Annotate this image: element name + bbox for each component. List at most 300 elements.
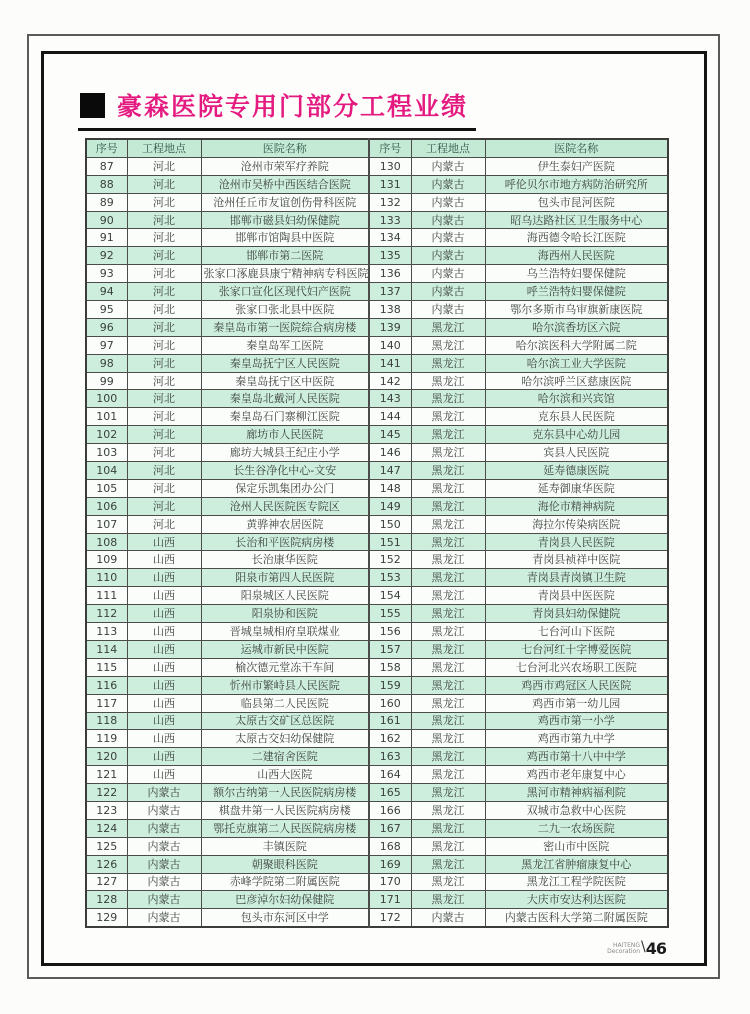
cell-serial-right: 147 — [369, 462, 411, 480]
cell-hospital-left: 太原古交矿区总医院 — [201, 712, 369, 730]
cell-serial-left: 129 — [86, 909, 127, 927]
cell-serial-left: 124 — [86, 819, 127, 837]
cell-hospital-left: 棋盘井第一人民医院病房楼 — [201, 801, 369, 819]
table-header — [86, 139, 668, 157]
cell-serial-left: 93 — [86, 265, 127, 283]
table-row — [86, 265, 668, 283]
cell-hospital-left: 邯郸市磁县妇幼保健院 — [201, 211, 369, 229]
cell-location-right: 黑龙江 — [411, 730, 485, 748]
cell-location-left: 内蒙古 — [127, 873, 201, 891]
cell-location-right: 黑龙江 — [411, 533, 485, 551]
cell-hospital-left: 榆次德元堂冻干车间 — [201, 658, 369, 676]
table-row — [86, 855, 668, 873]
cell-serial-right: 150 — [369, 515, 411, 533]
cell-serial-left: 109 — [86, 551, 127, 569]
cell-location-right: 黑龙江 — [411, 354, 485, 372]
cell-serial-right: 132 — [369, 193, 411, 211]
cell-hospital-right: 海西州人民医院 — [485, 247, 668, 265]
cell-serial-left: 90 — [86, 211, 127, 229]
cell-serial-right: 133 — [369, 211, 411, 229]
table-row — [86, 354, 668, 372]
cell-hospital-right: 二九一农场医院 — [485, 819, 668, 837]
cell-location-left: 内蒙古 — [127, 784, 201, 802]
cell-location-right: 黑龙江 — [411, 623, 485, 641]
cell-hospital-left: 山西大医院 — [201, 766, 369, 784]
cell-serial-left: 91 — [86, 229, 127, 247]
table-row — [86, 587, 668, 605]
table-row — [86, 766, 668, 784]
cell-hospital-right: 青岗县青岗镇卫生院 — [485, 569, 668, 587]
cell-location-left: 山西 — [127, 569, 201, 587]
cell-location-left: 河北 — [127, 157, 201, 175]
cell-hospital-right: 哈尔滨呼兰区慈康医院 — [485, 372, 668, 390]
cell-serial-left: 98 — [86, 354, 127, 372]
table-row — [86, 175, 668, 193]
table-row — [86, 551, 668, 569]
cell-location-right: 黑龙江 — [411, 479, 485, 497]
table-row — [86, 229, 668, 247]
cell-serial-left: 92 — [86, 247, 127, 265]
cell-hospital-left: 张家口涿鹿县康宁精神病专科医院 — [201, 265, 369, 283]
cell-hospital-right: 哈尔滨工业大学医院 — [485, 354, 668, 372]
cell-location-left: 山西 — [127, 587, 201, 605]
cell-location-left: 山西 — [127, 640, 201, 658]
cell-serial-right: 164 — [369, 766, 411, 784]
cell-serial-left: 101 — [86, 408, 127, 426]
cell-location-right: 黑龙江 — [411, 640, 485, 658]
cell-serial-left: 115 — [86, 658, 127, 676]
cell-location-left: 河北 — [127, 175, 201, 193]
footer-brand-line2: Decoration — [607, 947, 641, 955]
cell-location-left: 山西 — [127, 623, 201, 641]
cell-serial-left: 121 — [86, 766, 127, 784]
cell-hospital-left: 秦皇岛抚宁区中医院 — [201, 372, 369, 390]
cell-serial-left: 125 — [86, 837, 127, 855]
cell-serial-right: 143 — [369, 390, 411, 408]
cell-location-right: 内蒙古 — [411, 193, 485, 211]
cell-serial-left: 95 — [86, 301, 127, 319]
column-header: 医院名称 — [201, 139, 369, 157]
cell-location-left: 河北 — [127, 265, 201, 283]
cell-serial-left: 88 — [86, 175, 127, 193]
cell-location-left: 河北 — [127, 318, 201, 336]
cell-serial-left: 126 — [86, 855, 127, 873]
column-header: 工程地点 — [127, 139, 201, 157]
footer — [607, 939, 666, 958]
cell-location-right: 黑龙江 — [411, 497, 485, 515]
page-number: 46 — [645, 939, 666, 958]
cell-hospital-right: 鸡西市第一小学 — [485, 712, 668, 730]
inner-frame — [41, 51, 707, 966]
table-row — [86, 336, 668, 354]
table-row — [86, 891, 668, 909]
cell-location-right: 黑龙江 — [411, 605, 485, 623]
table-row — [86, 658, 668, 676]
table-row — [86, 247, 668, 265]
cell-location-right: 黑龙江 — [411, 784, 485, 802]
cell-hospital-right: 鸡西市老年康复中心 — [485, 766, 668, 784]
cell-hospital-right: 呼兰浩特妇婴保健院 — [485, 283, 668, 301]
cell-serial-left: 112 — [86, 605, 127, 623]
cell-hospital-left: 晋城皇城相府皇联煤业 — [201, 623, 369, 641]
cell-serial-left: 99 — [86, 372, 127, 390]
cell-location-left: 内蒙古 — [127, 801, 201, 819]
cell-serial-left: 106 — [86, 497, 127, 515]
cell-serial-left: 113 — [86, 623, 127, 641]
cell-hospital-right: 青岗县人民医院 — [485, 533, 668, 551]
page-title: 豪森医院专用门部分工程业绩 — [117, 92, 469, 121]
cell-hospital-left: 赤峰学院第二附属医院 — [201, 873, 369, 891]
cell-location-left: 河北 — [127, 211, 201, 229]
cell-serial-right: 142 — [369, 372, 411, 390]
cell-location-left: 山西 — [127, 551, 201, 569]
cell-hospital-left: 长治和平医院病房楼 — [201, 533, 369, 551]
cell-serial-right: 130 — [369, 157, 411, 175]
cell-serial-right: 134 — [369, 229, 411, 247]
cell-location-right: 黑龙江 — [411, 372, 485, 390]
cell-location-left: 山西 — [127, 694, 201, 712]
cell-location-left: 山西 — [127, 605, 201, 623]
cell-serial-right: 160 — [369, 694, 411, 712]
cell-location-left: 河北 — [127, 336, 201, 354]
cell-location-right: 黑龙江 — [411, 515, 485, 533]
cell-serial-right: 168 — [369, 837, 411, 855]
table-row — [86, 748, 668, 766]
footer-divider: \ — [641, 938, 646, 955]
cell-location-left: 河北 — [127, 372, 201, 390]
cell-location-right: 内蒙古 — [411, 909, 485, 927]
cell-hospital-left: 保定乐凯集团办公门 — [201, 479, 369, 497]
cell-hospital-right: 克东县人民医院 — [485, 408, 668, 426]
cell-location-left: 河北 — [127, 515, 201, 533]
cell-location-left: 河北 — [127, 354, 201, 372]
cell-hospital-left: 张家口张北县中医院 — [201, 301, 369, 319]
cell-location-right: 黑龙江 — [411, 873, 485, 891]
cell-hospital-left: 鄂托克旗第二人民医院病房楼 — [201, 819, 369, 837]
table-row — [86, 712, 668, 730]
table-row — [86, 909, 668, 927]
column-header: 医院名称 — [485, 139, 668, 157]
cell-location-left: 河北 — [127, 193, 201, 211]
cell-serial-left: 100 — [86, 390, 127, 408]
table-row — [86, 211, 668, 229]
cell-serial-right: 167 — [369, 819, 411, 837]
cell-location-left: 河北 — [127, 408, 201, 426]
table-row — [86, 819, 668, 837]
cell-serial-right: 161 — [369, 712, 411, 730]
cell-location-right: 黑龙江 — [411, 462, 485, 480]
outer-frame — [27, 34, 720, 979]
cell-hospital-right: 乌兰浩特妇婴保健院 — [485, 265, 668, 283]
cell-hospital-right: 密山市中医院 — [485, 837, 668, 855]
cell-serial-right: 170 — [369, 873, 411, 891]
cell-serial-left: 94 — [86, 283, 127, 301]
cell-hospital-left: 忻州市繁峙县人民医院 — [201, 676, 369, 694]
cell-hospital-left: 朝聚眼科医院 — [201, 855, 369, 873]
cell-hospital-right: 昭乌达路社区卫生服务中心 — [485, 211, 668, 229]
table-row — [86, 837, 668, 855]
cell-serial-right: 152 — [369, 551, 411, 569]
cell-location-left: 内蒙古 — [127, 837, 201, 855]
cell-serial-right: 136 — [369, 265, 411, 283]
cell-serial-right: 149 — [369, 497, 411, 515]
cell-serial-right: 157 — [369, 640, 411, 658]
cell-hospital-right: 鸡西市第一幼儿园 — [485, 694, 668, 712]
table-body — [86, 157, 668, 927]
table-row — [86, 605, 668, 623]
cell-location-right: 内蒙古 — [411, 265, 485, 283]
cell-hospital-right: 鸡西市第九中学 — [485, 730, 668, 748]
cell-hospital-left: 沧州人民医院医专院区 — [201, 497, 369, 515]
cell-hospital-left: 沧州任丘市友谊创伤骨科医院 — [201, 193, 369, 211]
cell-location-left: 河北 — [127, 283, 201, 301]
cell-serial-right: 151 — [369, 533, 411, 551]
cell-hospital-left: 秦皇岛石门寨柳江医院 — [201, 408, 369, 426]
cell-serial-left: 118 — [86, 712, 127, 730]
cell-serial-left: 119 — [86, 730, 127, 748]
cell-location-right: 黑龙江 — [411, 819, 485, 837]
cell-location-left: 河北 — [127, 444, 201, 462]
cell-serial-right: 137 — [369, 283, 411, 301]
cell-serial-right: 162 — [369, 730, 411, 748]
table-row — [86, 372, 668, 390]
cell-serial-left: 123 — [86, 801, 127, 819]
cell-hospital-left: 长生谷净化中心-文安 — [201, 462, 369, 480]
cell-hospital-left: 阳泉协和医院 — [201, 605, 369, 623]
cell-serial-left: 127 — [86, 873, 127, 891]
cell-serial-right: 158 — [369, 658, 411, 676]
cell-location-right: 内蒙古 — [411, 211, 485, 229]
cell-hospital-left: 邯郸市馆陶县中医院 — [201, 229, 369, 247]
cell-hospital-left: 巴彦淖尔妇幼保健院 — [201, 891, 369, 909]
cell-hospital-left: 运城市新民中医院 — [201, 640, 369, 658]
cell-hospital-left: 邯郸市第二医院 — [201, 247, 369, 265]
cell-hospital-right: 七台河北兴农场职工医院 — [485, 658, 668, 676]
cell-location-right: 内蒙古 — [411, 283, 485, 301]
cell-hospital-left: 秦皇岛抚宁区人民医院 — [201, 354, 369, 372]
cell-serial-left: 116 — [86, 676, 127, 694]
cell-location-right: 黑龙江 — [411, 444, 485, 462]
title-block — [78, 88, 476, 131]
cell-location-left: 山西 — [127, 533, 201, 551]
cell-location-right: 内蒙古 — [411, 175, 485, 193]
cell-hospital-right: 黑河市精神病福利院 — [485, 784, 668, 802]
table-row — [86, 515, 668, 533]
cell-location-left: 山西 — [127, 730, 201, 748]
table-row — [86, 426, 668, 444]
cell-serial-left: 120 — [86, 748, 127, 766]
cell-location-left: 山西 — [127, 658, 201, 676]
cell-serial-left: 97 — [86, 336, 127, 354]
table-row — [86, 873, 668, 891]
table-row — [86, 157, 668, 175]
cell-hospital-right: 宾县人民医院 — [485, 444, 668, 462]
cell-hospital-left: 太原古交妇幼保健院 — [201, 730, 369, 748]
table-row — [86, 318, 668, 336]
cell-location-right: 黑龙江 — [411, 426, 485, 444]
table-row — [86, 283, 668, 301]
cell-location-right: 黑龙江 — [411, 801, 485, 819]
cell-hospital-left: 包头市东河区中学 — [201, 909, 369, 927]
cell-serial-right: 145 — [369, 426, 411, 444]
cell-serial-right: 154 — [369, 587, 411, 605]
table-row — [86, 569, 668, 587]
cell-hospital-left: 阳泉城区人民医院 — [201, 587, 369, 605]
cell-hospital-left: 沧州市荣军疗养院 — [201, 157, 369, 175]
cell-serial-right: 138 — [369, 301, 411, 319]
cell-serial-right: 139 — [369, 318, 411, 336]
cell-hospital-right: 延寿德康医院 — [485, 462, 668, 480]
cell-location-right: 黑龙江 — [411, 390, 485, 408]
cell-serial-right: 165 — [369, 784, 411, 802]
table-row — [86, 479, 668, 497]
cell-hospital-right: 海伦市精神病院 — [485, 497, 668, 515]
cell-location-right: 黑龙江 — [411, 712, 485, 730]
cell-location-right: 黑龙江 — [411, 587, 485, 605]
cell-location-right: 黑龙江 — [411, 837, 485, 855]
cell-location-left: 山西 — [127, 712, 201, 730]
cell-serial-left: 102 — [86, 426, 127, 444]
cell-serial-right: 171 — [369, 891, 411, 909]
cell-hospital-right: 黑龙江省肿瘤康复中心 — [485, 855, 668, 873]
cell-serial-left: 105 — [86, 479, 127, 497]
cell-hospital-left: 丰镇医院 — [201, 837, 369, 855]
cell-location-right: 黑龙江 — [411, 551, 485, 569]
cell-serial-right: 146 — [369, 444, 411, 462]
table-row — [86, 390, 668, 408]
cell-hospital-right: 双城市急救中心医院 — [485, 801, 668, 819]
cell-location-right: 内蒙古 — [411, 157, 485, 175]
cell-hospital-right: 七台河山下医院 — [485, 623, 668, 641]
cell-hospital-right: 延寿御康华医院 — [485, 479, 668, 497]
cell-location-right: 黑龙江 — [411, 318, 485, 336]
cell-serial-right: 131 — [369, 175, 411, 193]
cell-location-right: 内蒙古 — [411, 229, 485, 247]
cell-hospital-left: 额尔古纳第一人民医院病房楼 — [201, 784, 369, 802]
cell-hospital-right: 鸡西市鸡冠区人民医院 — [485, 676, 668, 694]
cell-hospital-right: 伊生泰妇产医院 — [485, 157, 668, 175]
cell-serial-right: 159 — [369, 676, 411, 694]
cell-hospital-right: 海西德令哈长江医院 — [485, 229, 668, 247]
table-row — [86, 444, 668, 462]
cell-hospital-right: 包头市昆河医院 — [485, 193, 668, 211]
cell-hospital-right: 青岗县妇幼保健院 — [485, 605, 668, 623]
cell-hospital-right: 哈尔滨香坊区六院 — [485, 318, 668, 336]
cell-location-left: 内蒙古 — [127, 891, 201, 909]
cell-hospital-right: 鸡西市第十八中中学 — [485, 748, 668, 766]
cell-location-left: 河北 — [127, 229, 201, 247]
cell-serial-right: 166 — [369, 801, 411, 819]
cell-serial-right: 155 — [369, 605, 411, 623]
cell-serial-right: 141 — [369, 354, 411, 372]
cell-location-left: 山西 — [127, 676, 201, 694]
cell-hospital-left: 廊坊市人民医院 — [201, 426, 369, 444]
cell-serial-right: 153 — [369, 569, 411, 587]
cell-hospital-right: 克东县中心幼儿园 — [485, 426, 668, 444]
cell-hospital-left: 沧州市吴桥中西医结合医院 — [201, 175, 369, 193]
cell-location-right: 黑龙江 — [411, 336, 485, 354]
table-row — [86, 623, 668, 641]
cell-location-right: 内蒙古 — [411, 301, 485, 319]
column-header: 工程地点 — [411, 139, 485, 157]
cell-hospital-right: 青岗县中医医院 — [485, 587, 668, 605]
cell-hospital-left: 秦皇岛军工医院 — [201, 336, 369, 354]
cell-serial-left: 104 — [86, 462, 127, 480]
cell-location-left: 河北 — [127, 247, 201, 265]
table-row — [86, 730, 668, 748]
cell-hospital-left: 临县第二人民医院 — [201, 694, 369, 712]
cell-serial-left: 122 — [86, 784, 127, 802]
cell-serial-right: 163 — [369, 748, 411, 766]
cell-hospital-left: 秦皇岛市第一医院综合病房楼 — [201, 318, 369, 336]
cell-serial-right: 169 — [369, 855, 411, 873]
hospital-projects-table — [85, 138, 669, 928]
cell-hospital-left: 廊坊大城县王纪庄小学 — [201, 444, 369, 462]
column-header: 序号 — [86, 139, 127, 157]
cell-hospital-left: 阳泉市第四人民医院 — [201, 569, 369, 587]
cell-location-right: 内蒙古 — [411, 247, 485, 265]
table-row — [86, 676, 668, 694]
footer-brand — [607, 943, 640, 955]
cell-serial-left: 103 — [86, 444, 127, 462]
cell-location-left: 山西 — [127, 748, 201, 766]
table-row — [86, 497, 668, 515]
cell-location-right: 黑龙江 — [411, 408, 485, 426]
cell-serial-left: 89 — [86, 193, 127, 211]
cell-location-left: 内蒙古 — [127, 819, 201, 837]
cell-location-left: 内蒙古 — [127, 909, 201, 927]
cell-location-right: 黑龙江 — [411, 658, 485, 676]
cell-hospital-right: 鄂尔多斯市乌审旗新康医院 — [485, 301, 668, 319]
cell-hospital-right: 青岗县祯祥中医院 — [485, 551, 668, 569]
cell-location-left: 山西 — [127, 766, 201, 784]
cell-hospital-right: 内蒙古医科大学第二附属医院 — [485, 909, 668, 927]
cell-serial-left: 111 — [86, 587, 127, 605]
cell-serial-left: 110 — [86, 569, 127, 587]
cell-serial-right: 135 — [369, 247, 411, 265]
cell-location-left: 河北 — [127, 479, 201, 497]
column-header: 序号 — [369, 139, 411, 157]
cell-hospital-right: 海拉尔传染病医院 — [485, 515, 668, 533]
cell-serial-left: 87 — [86, 157, 127, 175]
cell-hospital-left: 长治康华医院 — [201, 551, 369, 569]
cell-location-left: 河北 — [127, 426, 201, 444]
cell-location-right: 黑龙江 — [411, 569, 485, 587]
cell-serial-left: 128 — [86, 891, 127, 909]
cell-serial-right: 140 — [369, 336, 411, 354]
cell-serial-left: 96 — [86, 318, 127, 336]
cell-location-right: 黑龙江 — [411, 891, 485, 909]
cell-serial-right: 156 — [369, 623, 411, 641]
cell-hospital-right: 七台河红十字博爱医院 — [485, 640, 668, 658]
cell-location-left: 河北 — [127, 390, 201, 408]
cell-hospital-right: 哈尔滨医科大学附属二院 — [485, 336, 668, 354]
cell-hospital-left: 张家口宣化区现代妇产医院 — [201, 283, 369, 301]
table-row — [86, 408, 668, 426]
cell-serial-left: 107 — [86, 515, 127, 533]
cell-hospital-right: 黑龙江工程学院医院 — [485, 873, 668, 891]
cell-location-left: 河北 — [127, 301, 201, 319]
cell-serial-right: 172 — [369, 909, 411, 927]
table-row — [86, 301, 668, 319]
title-bullet-square-icon — [80, 93, 105, 118]
footer-brand-line1: HAITENG — [613, 941, 641, 949]
cell-location-left: 河北 — [127, 497, 201, 515]
cell-location-left: 内蒙古 — [127, 855, 201, 873]
cell-location-left: 河北 — [127, 462, 201, 480]
cell-hospital-right: 哈尔滨和兴宾馆 — [485, 390, 668, 408]
cell-hospital-right: 呼伦贝尔市地方病防治研究所 — [485, 175, 668, 193]
